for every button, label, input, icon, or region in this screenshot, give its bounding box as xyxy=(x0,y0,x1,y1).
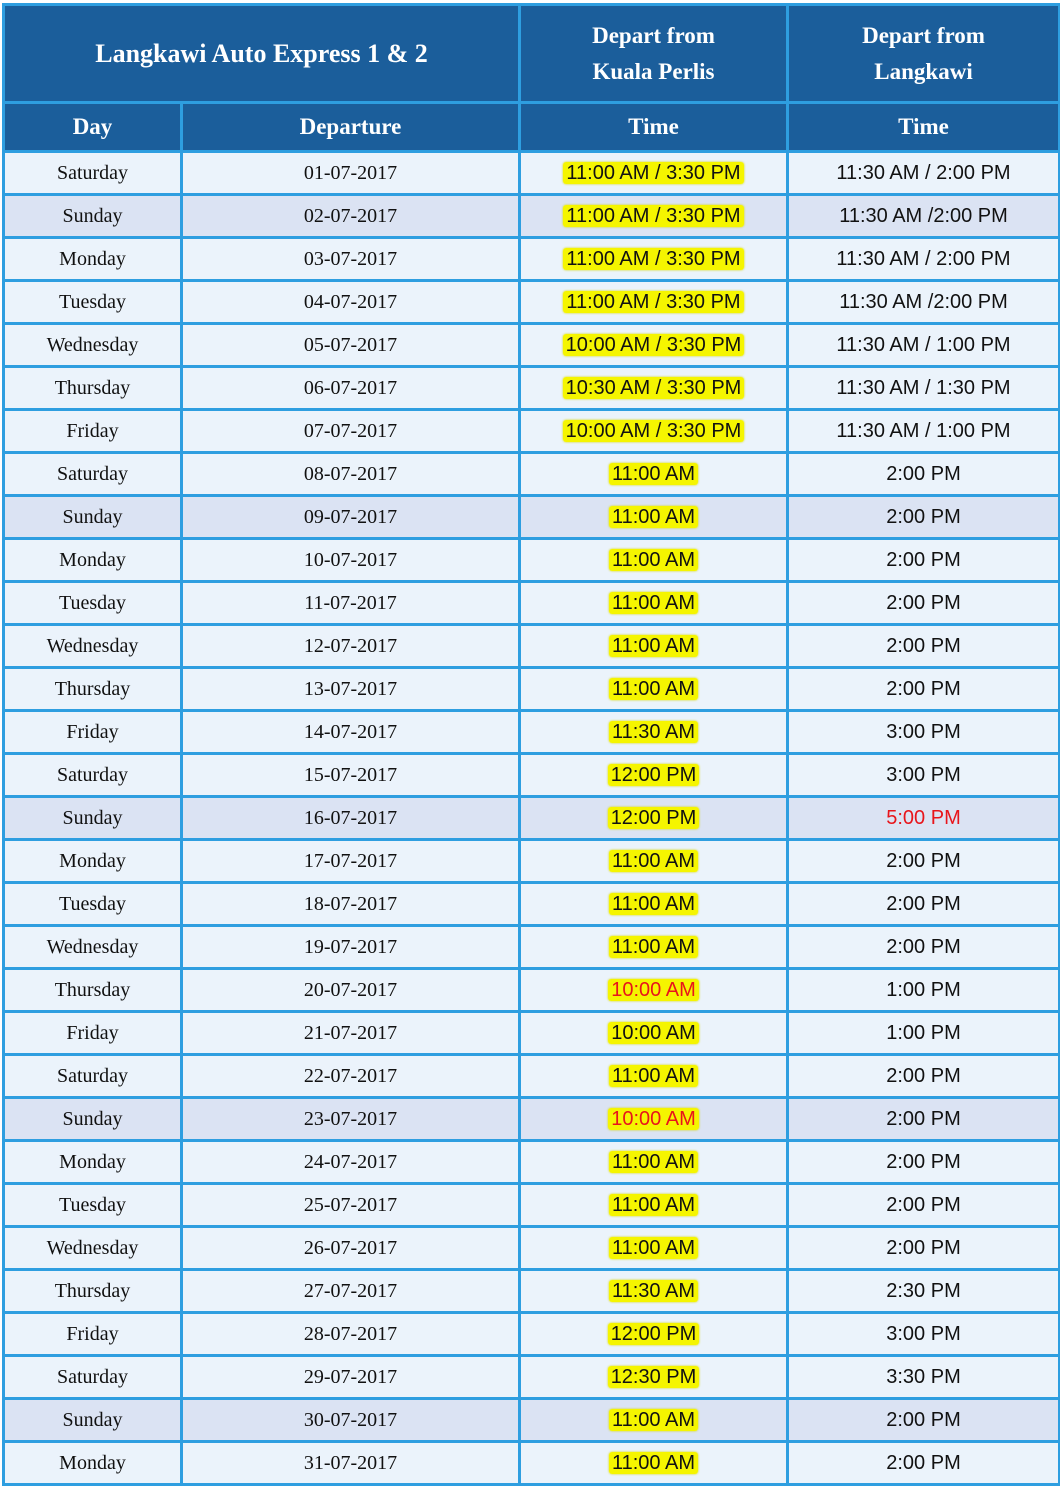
kuala-perlis-time-cell xyxy=(520,711,788,754)
table-row xyxy=(4,1227,1060,1270)
kuala-perlis-time-cell xyxy=(520,1442,788,1485)
table-row xyxy=(4,410,1060,453)
langkawi-time-cell: 2:00 PM xyxy=(788,926,1060,969)
kuala-perlis-time-cell xyxy=(520,883,788,926)
kuala-perlis-time-cell xyxy=(520,582,788,625)
table-row xyxy=(4,1098,1060,1141)
langkawi-time-cell: 11:30 AM / 2:00 PM xyxy=(788,152,1060,195)
kuala-perlis-time-cell xyxy=(520,1012,788,1055)
kuala-perlis-header-line1: Depart from xyxy=(592,22,715,48)
day-cell: Friday xyxy=(4,1012,182,1055)
kuala-perlis-time-cell xyxy=(520,281,788,324)
departure-date-cell: 23-07-2017 xyxy=(182,1098,520,1141)
kuala-perlis-time-cell xyxy=(520,797,788,840)
kuala-perlis-time-cell xyxy=(520,1098,788,1141)
langkawi-time-cell: 2:00 PM xyxy=(788,1227,1060,1270)
table-row xyxy=(4,195,1060,238)
table-row xyxy=(4,152,1060,195)
langkawi-time-cell: 11:30 AM / 1:30 PM xyxy=(788,367,1060,410)
langkawi-header xyxy=(788,5,1060,103)
langkawi-time-cell: 2:30 PM xyxy=(788,1270,1060,1313)
departure-date-cell: 09-07-2017 xyxy=(182,496,520,539)
highlighted-time: 11:00 AM xyxy=(609,1452,698,1474)
day-cell: Monday xyxy=(4,238,182,281)
departure-date-cell: 14-07-2017 xyxy=(182,711,520,754)
langkawi-time-cell: 2:00 PM xyxy=(788,1098,1060,1141)
day-cell: Wednesday xyxy=(4,1227,182,1270)
column-header-row xyxy=(4,103,1060,152)
day-cell: Thursday xyxy=(4,668,182,711)
kuala-perlis-time-cell xyxy=(520,969,788,1012)
table-row xyxy=(4,1141,1060,1184)
langkawi-time-cell: 1:00 PM xyxy=(788,1012,1060,1055)
table-row xyxy=(4,1442,1060,1485)
departure-date-cell: 30-07-2017 xyxy=(182,1399,520,1442)
highlighted-time: 11:00 AM / 3:30 PM xyxy=(563,162,743,184)
highlighted-time: 11:00 AM xyxy=(609,1194,698,1216)
day-cell: Thursday xyxy=(4,367,182,410)
kuala-perlis-time-cell xyxy=(520,926,788,969)
highlighted-time: 11:00 AM xyxy=(609,635,698,657)
kuala-perlis-header-line2: Kuala Perlis xyxy=(592,58,715,84)
day-cell: Friday xyxy=(4,711,182,754)
table-row xyxy=(4,582,1060,625)
langkawi-time-cell: 2:00 PM xyxy=(788,1442,1060,1485)
kuala-perlis-time-cell xyxy=(520,410,788,453)
column-header-day: Day xyxy=(4,103,182,152)
langkawi-time-cell: 2:00 PM xyxy=(788,453,1060,496)
langkawi-time-cell: 2:00 PM xyxy=(788,1141,1060,1184)
column-header-departure: Departure xyxy=(182,103,520,152)
kuala-perlis-time-cell xyxy=(520,840,788,883)
table-row xyxy=(4,625,1060,668)
langkawi-time-cell: 2:00 PM xyxy=(788,496,1060,539)
kuala-perlis-header xyxy=(520,5,788,103)
departure-date-cell: 11-07-2017 xyxy=(182,582,520,625)
highlighted-time: 11:30 AM xyxy=(609,1280,698,1302)
kuala-perlis-time-cell xyxy=(520,195,788,238)
kuala-perlis-time-cell xyxy=(520,238,788,281)
table-row xyxy=(4,754,1060,797)
kuala-perlis-time-cell xyxy=(520,1313,788,1356)
kuala-perlis-time-cell xyxy=(520,1399,788,1442)
departure-date-cell: 19-07-2017 xyxy=(182,926,520,969)
table-row xyxy=(4,840,1060,883)
langkawi-time-cell: 3:30 PM xyxy=(788,1356,1060,1399)
table-row xyxy=(4,281,1060,324)
kuala-perlis-time-cell xyxy=(520,152,788,195)
langkawi-time-cell: 11:30 AM / 2:00 PM xyxy=(788,238,1060,281)
highlighted-time: 11:00 AM xyxy=(609,1151,698,1173)
langkawi-time-cell: 11:30 AM /2:00 PM xyxy=(788,281,1060,324)
kuala-perlis-time-cell xyxy=(520,453,788,496)
highlighted-time: 11:00 AM xyxy=(609,936,698,958)
table-row xyxy=(4,1184,1060,1227)
highlighted-time: 11:00 AM / 3:30 PM xyxy=(563,205,743,227)
langkawi-time-cell: 3:00 PM xyxy=(788,754,1060,797)
departure-date-cell: 07-07-2017 xyxy=(182,410,520,453)
departure-date-cell: 03-07-2017 xyxy=(182,238,520,281)
departure-date-cell: 22-07-2017 xyxy=(182,1055,520,1098)
table-row xyxy=(4,1270,1060,1313)
departure-date-cell: 06-07-2017 xyxy=(182,367,520,410)
kuala-perlis-time-cell xyxy=(520,1270,788,1313)
table-row xyxy=(4,238,1060,281)
kuala-perlis-time-cell xyxy=(520,1055,788,1098)
kuala-perlis-time-cell xyxy=(520,754,788,797)
table-row xyxy=(4,1399,1060,1442)
day-cell: Monday xyxy=(4,1442,182,1485)
day-cell: Thursday xyxy=(4,969,182,1012)
kuala-perlis-time-cell xyxy=(520,1227,788,1270)
day-cell: Friday xyxy=(4,410,182,453)
ferry-schedule-table xyxy=(2,3,1060,1486)
langkawi-time-cell: 11:30 AM / 1:00 PM xyxy=(788,410,1060,453)
highlighted-time: 11:00 AM / 3:30 PM xyxy=(563,291,743,313)
highlighted-time: 11:00 AM xyxy=(609,1409,698,1431)
table-row xyxy=(4,711,1060,754)
langkawi-time-cell: 2:00 PM xyxy=(788,883,1060,926)
langkawi-time-cell: 2:00 PM xyxy=(788,1399,1060,1442)
day-cell: Monday xyxy=(4,840,182,883)
departure-date-cell: 15-07-2017 xyxy=(182,754,520,797)
day-cell: Monday xyxy=(4,1141,182,1184)
departure-date-cell: 05-07-2017 xyxy=(182,324,520,367)
kuala-perlis-time-cell xyxy=(520,625,788,668)
departure-date-cell: 01-07-2017 xyxy=(182,152,520,195)
highlighted-time: 11:00 AM xyxy=(609,506,698,528)
day-cell: Tuesday xyxy=(4,281,182,324)
day-cell: Saturday xyxy=(4,754,182,797)
kuala-perlis-time-cell xyxy=(520,496,788,539)
highlighted-time: 10:30 AM / 3:30 PM xyxy=(563,377,745,399)
langkawi-time-cell: 2:00 PM xyxy=(788,625,1060,668)
langkawi-time-cell: 11:30 AM /2:00 PM xyxy=(788,195,1060,238)
table-row xyxy=(4,1356,1060,1399)
table-row xyxy=(4,926,1060,969)
departure-date-cell: 10-07-2017 xyxy=(182,539,520,582)
departure-date-cell: 20-07-2017 xyxy=(182,969,520,1012)
departure-date-cell: 27-07-2017 xyxy=(182,1270,520,1313)
departure-date-cell: 21-07-2017 xyxy=(182,1012,520,1055)
langkawi-time-cell: 11:30 AM / 1:00 PM xyxy=(788,324,1060,367)
departure-date-cell: 24-07-2017 xyxy=(182,1141,520,1184)
day-cell: Sunday xyxy=(4,496,182,539)
table-row xyxy=(4,969,1060,1012)
highlighted-time: 12:00 PM xyxy=(608,1323,700,1345)
table-row xyxy=(4,1012,1060,1055)
highlighted-time: 12:30 PM xyxy=(608,1366,700,1388)
highlighted-time: 11:00 AM xyxy=(609,678,698,700)
kuala-perlis-time-cell xyxy=(520,367,788,410)
departure-date-cell: 31-07-2017 xyxy=(182,1442,520,1485)
kuala-perlis-time-cell xyxy=(520,324,788,367)
day-cell: Tuesday xyxy=(4,1184,182,1227)
day-cell: Sunday xyxy=(4,1098,182,1141)
langkawi-time-cell: 1:00 PM xyxy=(788,969,1060,1012)
langkawi-time-cell: 2:00 PM xyxy=(788,1184,1060,1227)
highlighted-time: 10:00 AM / 3:30 PM xyxy=(563,420,745,442)
langkawi-time-cell: 3:00 PM xyxy=(788,1313,1060,1356)
departure-date-cell: 17-07-2017 xyxy=(182,840,520,883)
schedule-title: Langkawi Auto Express 1 & 2 xyxy=(4,5,520,103)
langkawi-time-cell: 3:00 PM xyxy=(788,711,1060,754)
day-cell: Tuesday xyxy=(4,883,182,926)
table-row xyxy=(4,367,1060,410)
day-cell: Saturday xyxy=(4,453,182,496)
highlighted-time: 11:00 AM xyxy=(609,1237,698,1259)
highlighted-time: 10:00 AM xyxy=(608,1108,699,1130)
departure-date-cell: 16-07-2017 xyxy=(182,797,520,840)
day-cell: Sunday xyxy=(4,195,182,238)
kuala-perlis-time-cell xyxy=(520,1356,788,1399)
highlighted-time: 10:00 AM / 3:30 PM xyxy=(563,334,745,356)
table-row xyxy=(4,453,1060,496)
langkawi-time-cell: 5:00 PM xyxy=(788,797,1060,840)
highlighted-time: 11:30 AM xyxy=(609,721,698,743)
departure-date-cell: 02-07-2017 xyxy=(182,195,520,238)
table-row xyxy=(4,797,1060,840)
highlighted-time: 11:00 AM xyxy=(609,592,698,614)
table-row xyxy=(4,496,1060,539)
kuala-perlis-time-cell xyxy=(520,1141,788,1184)
langkawi-time-cell: 2:00 PM xyxy=(788,1055,1060,1098)
kuala-perlis-time-cell xyxy=(520,539,788,582)
day-cell: Tuesday xyxy=(4,582,182,625)
departure-date-cell: 12-07-2017 xyxy=(182,625,520,668)
table-row xyxy=(4,539,1060,582)
table-row xyxy=(4,883,1060,926)
departure-date-cell: 08-07-2017 xyxy=(182,453,520,496)
highlighted-time: 10:00 AM xyxy=(608,1022,699,1044)
table-row xyxy=(4,1313,1060,1356)
langkawi-time-cell: 2:00 PM xyxy=(788,582,1060,625)
kuala-perlis-time-cell xyxy=(520,1184,788,1227)
langkawi-time-cell: 2:00 PM xyxy=(788,840,1060,883)
column-header-time-langkawi: Time xyxy=(788,103,1060,152)
highlighted-time: 11:00 AM xyxy=(609,893,698,915)
day-cell: Wednesday xyxy=(4,926,182,969)
highlighted-time: 11:00 AM xyxy=(609,549,698,571)
langkawi-time-cell: 2:00 PM xyxy=(788,668,1060,711)
highlighted-time: 12:00 PM xyxy=(608,764,700,786)
day-cell: Saturday xyxy=(4,1356,182,1399)
departure-date-cell: 13-07-2017 xyxy=(182,668,520,711)
day-cell: Saturday xyxy=(4,152,182,195)
day-cell: Friday xyxy=(4,1313,182,1356)
departure-date-cell: 25-07-2017 xyxy=(182,1184,520,1227)
day-cell: Monday xyxy=(4,539,182,582)
langkawi-header-line2: Langkawi xyxy=(874,58,973,84)
schedule-body xyxy=(4,152,1060,1485)
langkawi-time-cell: 2:00 PM xyxy=(788,539,1060,582)
title-row xyxy=(4,5,1060,103)
kuala-perlis-time-cell xyxy=(520,668,788,711)
column-header-time-kuala-perlis: Time xyxy=(520,103,788,152)
highlighted-time: 11:00 AM xyxy=(609,850,698,872)
departure-date-cell: 04-07-2017 xyxy=(182,281,520,324)
departure-date-cell: 28-07-2017 xyxy=(182,1313,520,1356)
langkawi-header-line1: Depart from xyxy=(862,22,985,48)
table-row xyxy=(4,668,1060,711)
highlighted-time: 12:00 PM xyxy=(608,807,700,829)
table-row xyxy=(4,324,1060,367)
day-cell: Wednesday xyxy=(4,324,182,367)
day-cell: Thursday xyxy=(4,1270,182,1313)
day-cell: Sunday xyxy=(4,797,182,840)
departure-date-cell: 29-07-2017 xyxy=(182,1356,520,1399)
table-row xyxy=(4,1055,1060,1098)
day-cell: Wednesday xyxy=(4,625,182,668)
departure-date-cell: 26-07-2017 xyxy=(182,1227,520,1270)
highlighted-time: 10:00 AM xyxy=(608,979,699,1001)
highlighted-time: 11:00 AM xyxy=(609,463,698,485)
departure-date-cell: 18-07-2017 xyxy=(182,883,520,926)
highlighted-time: 11:00 AM xyxy=(609,1065,698,1087)
highlighted-time: 11:00 AM / 3:30 PM xyxy=(563,248,743,270)
day-cell: Sunday xyxy=(4,1399,182,1442)
day-cell: Saturday xyxy=(4,1055,182,1098)
